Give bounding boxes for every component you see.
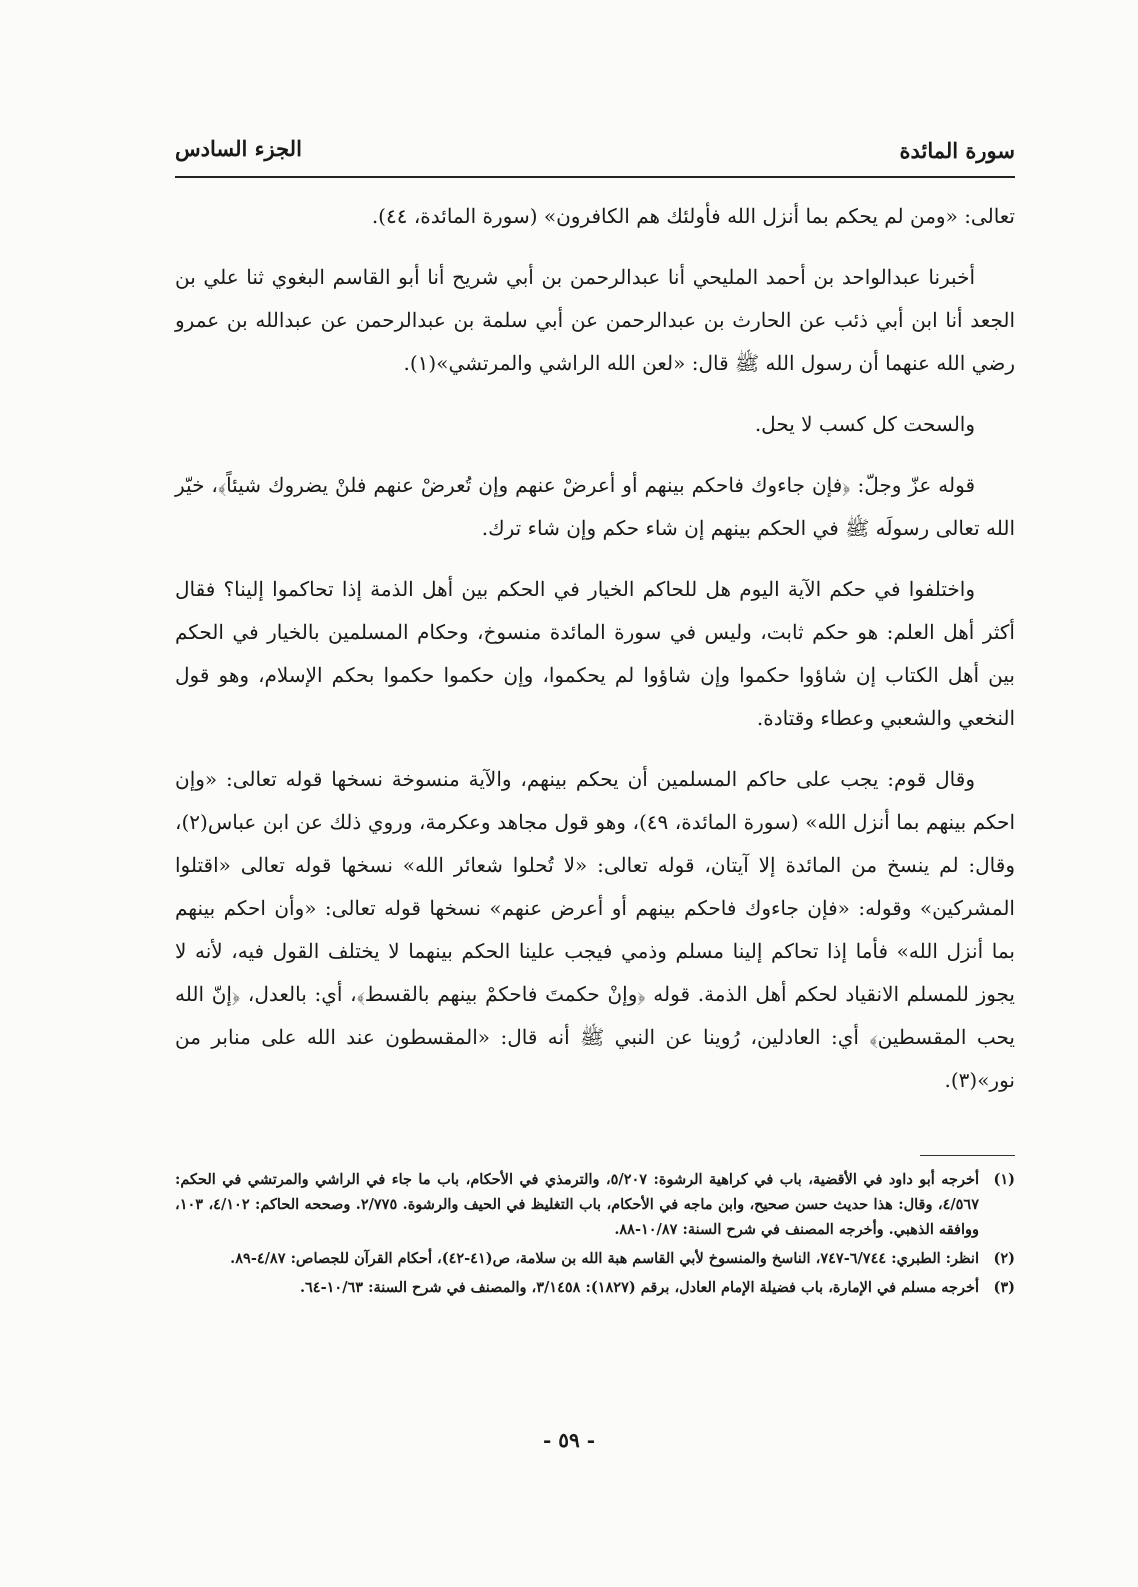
footnote-text: أخرجه مسلم في الإمارة، باب فضيلة الإمام العادل، برقم (١٨٢٧): ٣/١٤٥٨، والمصنف في شرح السنة: ١٠/٦٣-٦٤. — [299, 1279, 979, 1296]
footnote-1 — [175, 1167, 1015, 1242]
main-text — [175, 195, 1015, 1120]
footnote-number: (٢) — [993, 1250, 1015, 1267]
paragraph-2: أخبرنا عبدالواحد بن أحمد المليحي أنا عبدالرحمن بن أبي شريح أنا أبو القاسم البغوي ثنا علي بن الجعد أنا ابن أبي ذئب عن الحارث بن عبدالرحمن عن أبي سلمة بن عبدالرحمن عن عبدالله بن عمرو رضي الله عنهما أن رسول الله ﷺ قال: «لعن الله الراشي والمرتشي»(١). — [175, 265, 1016, 375]
footnotes — [175, 1167, 1015, 1304]
paragraph-3: والسحت كل كسب لا يحل. — [754, 412, 975, 436]
running-header — [175, 130, 1015, 176]
page-number: - ٥٩ - — [542, 1428, 595, 1452]
footnote-number: (٣) — [993, 1279, 1015, 1296]
part-title: الجزء السادس — [175, 136, 302, 161]
header-rule — [175, 176, 1015, 178]
paragraph-1: تعالى: «ومن لم يحكم بما أنزل الله فأولئك هم الكافرون» (سورة المائدة، ٤٤). — [371, 204, 1015, 228]
paragraph-5: واختلفوا في حكم الآية اليوم هل للحاكم الخيار في الحكم بين أهل الذمة إذا تحاكموا إلينا؟ فقال أكثر أهل العلم: هو حكم ثابت، وليس في سورة المائدة منسوخ، وحكام المسلمين بالخيار في الحكم بين أهل الكتاب إن شاؤوا حكموا وإن شاؤوا لم يحكموا، وإن حكموا حكموا بحكم الإسلام، وهو قول النخعي والشعبي وعطاء وقتادة. — [175, 577, 1015, 730]
footnote-text: أخرجه أبو داود في الأقضية، باب في كراهية الرشوة: ٥/٢٠٧، والترمذي في الأحكام، باب ما جاء في الراشي والمرتشي في الحكم: ٤/٥٦٧، وقال: هذا حديث حسن صحيح، وابن ماجه في الأحكام، باب التغليظ في الحيف والرشوة. ٢/٧٧٥. وصححه الحاكم: ٤/١٠٢، ١٠٣، ووافقه الذهبي. وأخرجه المصنف في شرح السنة: ١٠/٨٧-٨٨. — [175, 1171, 980, 1238]
paragraph-6: وقال قوم: يجب على حاكم المسلمين أن يحكم بينهم، والآية منسوخة نسخها قوله تعالى: «وإن احكم بينهم بما أنزل الله» (سورة المائدة، ٤٩)، وهو قول مجاهد وعكرمة، وروي ذلك عن ابن عباس(٢)، وقال: لم ينسخ من المائدة إلا آيتان، قوله تعالى: «لا تُحلوا شعائر الله» نسخها قوله تعالى «اقتلوا المشركين» وقوله: «فإن جاءوك فاحكم بينهم أو أعرض عنهم» نسخها قوله تعالى: «وأن احكم بينهم بما أنزل الله» فأما إذا تحاكم إلينا مسلم وذمي فيجب علينا الحكم بينهما لا يختلف القول فيه، لأنه لا يجوز للمسلم الانقياد لحكم أهل الذمة. قوله ﴿وإنْ حكمتَ فاحكمْ بينهم بالقسط﴾، أي: بالعدل، ﴿إنّ الله يحب المقسطين﴾ أي: العادلين، رُوينا عن النبي ﷺ أنه قال: «المقسطون عند الله على منابر من نور»(٣). — [175, 767, 1016, 1092]
footnote-text: انظر: الطبري: ٦/٧٤٤-٧٤٧، الناسخ والمنسوخ لأبي القاسم هبة الله بن سلامة، ص(٤١-٤٢)، أحكام القرآن للجصاص: ٤/٨٧-٨٩. — [230, 1250, 979, 1267]
surah-title: سورة المائدة — [899, 138, 1015, 163]
footnote-2 — [175, 1246, 1015, 1271]
footnote-3 — [175, 1275, 1015, 1300]
footnote-number: (١) — [993, 1171, 1015, 1188]
paragraph-4: قوله عزّ وجلّ: ﴿فإن جاءوك فاحكم بينهم أو أعرضْ عنهم وإن تُعرضْ عنهم فلنْ يضروك شيئاً﴾، خيّر الله تعالى رسولَه ﷺ في الحكم بينهم إن شاء حكم وإن شاء ترك. — [175, 473, 1015, 540]
footnote-rule — [920, 1155, 1015, 1156]
